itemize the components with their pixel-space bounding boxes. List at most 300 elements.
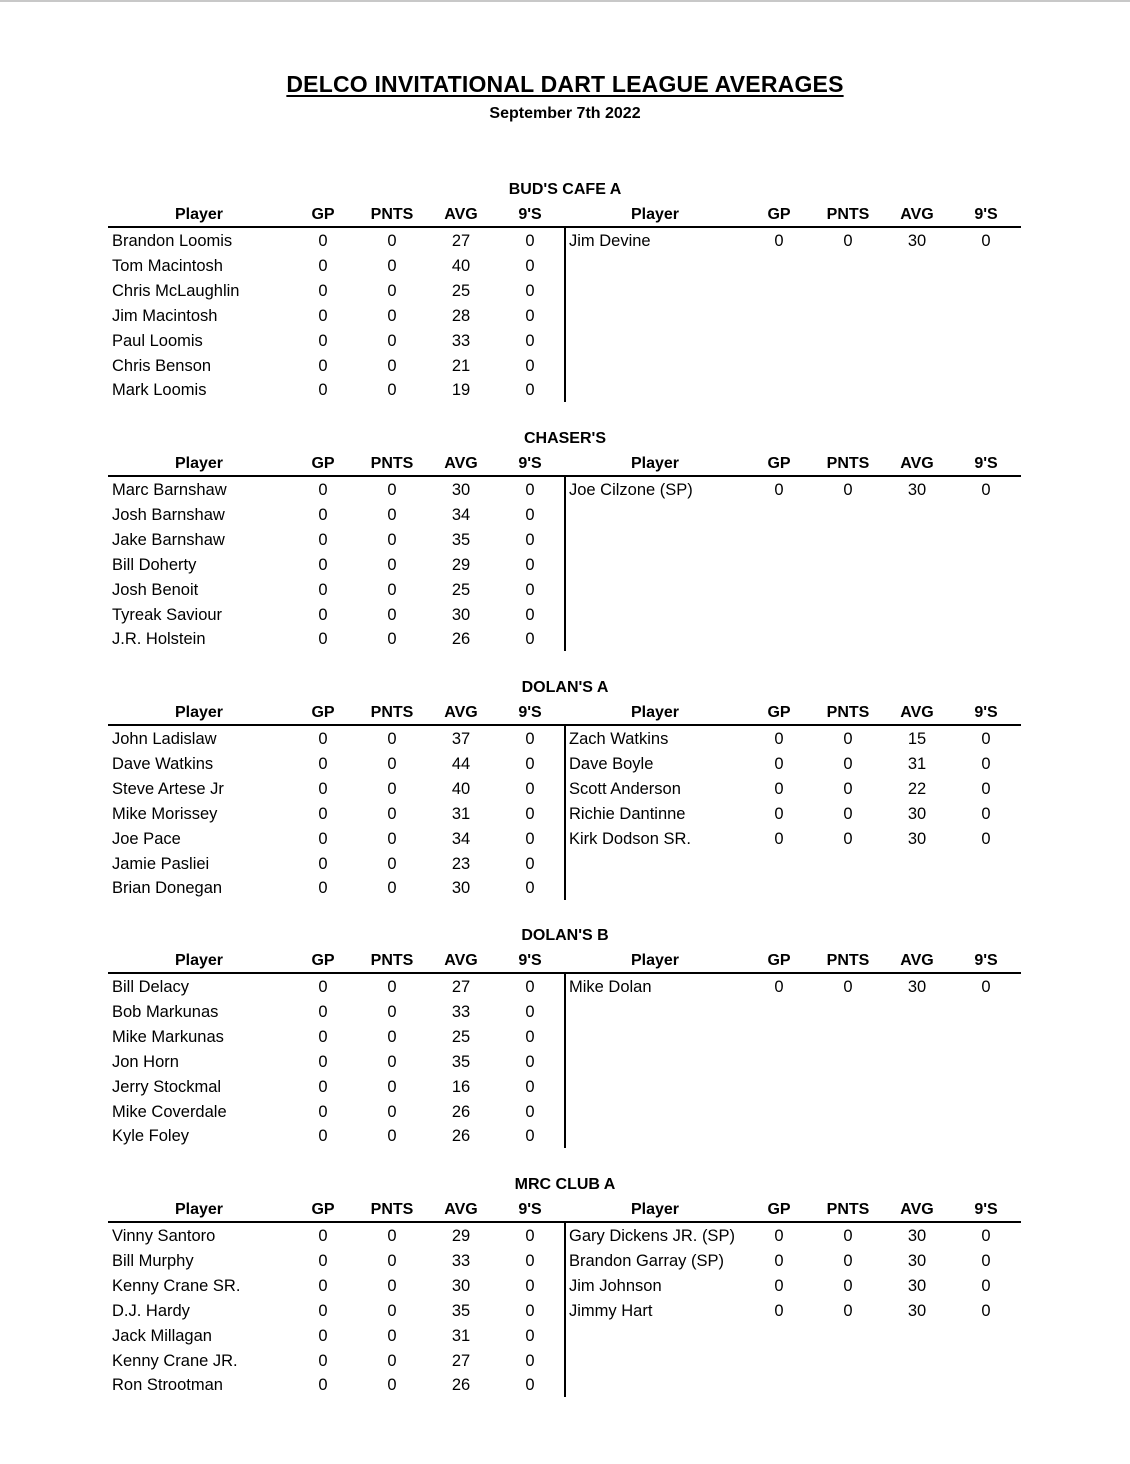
- player-row: [0, 1076, 1130, 1098]
- player-row: [0, 877, 1130, 899]
- stat-nines: 0: [525, 1002, 535, 1021]
- stat-gp: 0: [318, 754, 328, 773]
- header-pnts-right: PNTS: [826, 206, 870, 223]
- team-section: [0, 679, 1130, 928]
- stat-nines: 0: [525, 281, 535, 300]
- player-name: Steve Artese Jr: [112, 779, 224, 798]
- stat-nines: 0: [525, 1227, 535, 1245]
- stat-gp: 0: [318, 605, 328, 624]
- header-avg-left: AVG: [444, 455, 478, 472]
- player-row: [0, 1325, 1130, 1347]
- stat-gp: 0: [318, 1002, 328, 1021]
- player-row: [0, 1250, 1130, 1272]
- player-name: Brian Donegan: [112, 879, 223, 898]
- stat-nines: 0: [525, 580, 535, 599]
- stat-pnts: 0: [387, 356, 397, 375]
- player-row: [0, 976, 1130, 998]
- header-underline-right: [565, 1221, 1021, 1223]
- player-name: Brandon Garray (SP): [569, 1251, 724, 1270]
- header-pnts-left: PNTS: [370, 1201, 414, 1218]
- stat-avg: 16: [451, 1077, 471, 1096]
- header-nines-left: 9'S: [518, 952, 542, 969]
- stat-nines: 0: [981, 232, 991, 250]
- player-row: [0, 355, 1130, 377]
- stat-pnts: 0: [387, 1052, 397, 1071]
- stat-avg: 15: [907, 730, 927, 748]
- header-avg-left: AVG: [444, 1201, 478, 1218]
- stat-pnts: 0: [843, 1251, 853, 1270]
- stat-nines: 0: [525, 1102, 535, 1121]
- player-name: Kyle Foley: [112, 1127, 190, 1146]
- player-row: [0, 305, 1130, 327]
- stat-avg: 30: [907, 829, 927, 848]
- stat-avg: 22: [907, 779, 927, 798]
- stat-avg: 26: [451, 1127, 471, 1146]
- header-underline-left: [108, 475, 565, 477]
- stat-avg: 30: [451, 481, 471, 499]
- stat-pnts: 0: [387, 1077, 397, 1096]
- header-gp-left: GP: [311, 206, 335, 223]
- stat-nines: 0: [981, 804, 991, 823]
- header-gp-right: GP: [767, 1201, 791, 1218]
- header-avg-right: AVG: [900, 1201, 934, 1218]
- header-pnts-right: PNTS: [826, 1201, 870, 1218]
- player-row: [0, 280, 1130, 302]
- stat-gp: 0: [774, 1276, 784, 1295]
- stat-gp: 0: [318, 879, 328, 898]
- stat-gp: 0: [774, 481, 784, 499]
- header-nines-left: 9'S: [518, 1201, 542, 1218]
- stat-gp: 0: [318, 481, 328, 499]
- header-avg-left: AVG: [444, 952, 478, 969]
- stat-pnts: 0: [387, 1276, 397, 1295]
- player-name: Dave Watkins: [112, 754, 214, 773]
- stat-avg: 26: [451, 1102, 471, 1121]
- stat-avg: 31: [451, 1326, 471, 1345]
- player-name: Dave Boyle: [569, 754, 654, 773]
- player-row: [0, 230, 1130, 252]
- stat-avg: 30: [907, 232, 927, 250]
- stat-avg: 37: [451, 730, 471, 748]
- stat-pnts: 0: [387, 754, 397, 773]
- stat-gp: 0: [318, 555, 328, 574]
- stat-pnts: 0: [843, 779, 853, 798]
- stat-pnts: 0: [387, 505, 397, 524]
- stat-gp: 0: [774, 754, 784, 773]
- page-title: [0, 70, 1130, 98]
- player-name: Vinny Santoro: [112, 1227, 216, 1245]
- stat-pnts: 0: [843, 481, 853, 499]
- stat-gp: 0: [774, 978, 784, 996]
- player-row: [0, 1051, 1130, 1073]
- player-row: [0, 1225, 1130, 1247]
- stat-nines: 0: [525, 356, 535, 375]
- stat-avg: 31: [451, 804, 471, 823]
- stat-avg: 25: [451, 281, 471, 300]
- stat-nines: 0: [525, 381, 535, 400]
- player-name: Tyreak Saviour: [112, 605, 223, 624]
- player-name: Tom Macintosh: [112, 256, 223, 275]
- stat-gp: 0: [318, 730, 328, 748]
- player-name: Bill Doherty: [112, 555, 197, 574]
- stat-nines: 0: [981, 1276, 991, 1295]
- stat-pnts: 0: [843, 730, 853, 748]
- stat-pnts: 0: [387, 1102, 397, 1121]
- stat-avg: 35: [451, 1052, 471, 1071]
- header-player-right: Player: [630, 455, 680, 472]
- stat-avg: 30: [907, 1251, 927, 1270]
- header-nines-right: 9'S: [974, 1201, 998, 1218]
- stat-pnts: 0: [387, 829, 397, 848]
- player-name: Kenny Crane JR.: [112, 1351, 238, 1370]
- stat-gp: 0: [318, 1227, 328, 1245]
- stat-nines: 0: [525, 854, 535, 873]
- stat-pnts: 0: [387, 779, 397, 798]
- player-name: Marc Barnshaw: [112, 481, 227, 499]
- stat-gp: 0: [774, 232, 784, 250]
- stat-gp: 0: [318, 804, 328, 823]
- stat-pnts: 0: [843, 829, 853, 848]
- stat-nines: 0: [525, 1326, 535, 1345]
- header-gp-left: GP: [311, 952, 335, 969]
- header-nines-right: 9'S: [974, 952, 998, 969]
- stat-pnts: 0: [387, 580, 397, 599]
- header-player-left: Player: [174, 1201, 224, 1218]
- player-name: Bob Markunas: [112, 1002, 219, 1021]
- stat-avg: 30: [451, 1276, 471, 1295]
- stat-pnts: 0: [387, 1127, 397, 1146]
- stat-pnts: 0: [387, 481, 397, 499]
- header-underline-right: [565, 972, 1021, 974]
- stat-gp: 0: [774, 1227, 784, 1245]
- stat-pnts: 0: [843, 1301, 853, 1320]
- player-row: [0, 255, 1130, 277]
- stat-nines: 0: [981, 978, 991, 996]
- player-name: Jon Horn: [112, 1052, 179, 1071]
- stat-avg: 30: [907, 1227, 927, 1245]
- player-row: [0, 1300, 1130, 1322]
- player-name: Joe Cilzone (SP): [569, 481, 693, 499]
- player-row: [0, 1374, 1130, 1396]
- player-name: Jamie Pasliei: [112, 854, 210, 873]
- player-name: Chris Benson: [112, 356, 212, 375]
- stat-nines: 0: [981, 1227, 991, 1245]
- player-row: [0, 853, 1130, 875]
- stat-pnts: 0: [387, 381, 397, 400]
- stat-nines: 0: [981, 1301, 991, 1320]
- stat-nines: 0: [525, 256, 535, 275]
- stat-gp: 0: [318, 281, 328, 300]
- stat-pnts: 0: [843, 1227, 853, 1245]
- player-row: [0, 330, 1130, 352]
- stat-avg: 30: [907, 978, 927, 996]
- header-pnts-left: PNTS: [370, 704, 414, 721]
- player-row: [0, 1001, 1130, 1023]
- stat-pnts: 0: [843, 1276, 853, 1295]
- header-player-left: Player: [174, 704, 224, 721]
- stat-nines: 0: [525, 605, 535, 624]
- stat-pnts: 0: [843, 978, 853, 996]
- stat-avg: 35: [451, 1301, 471, 1320]
- stat-gp: 0: [774, 730, 784, 748]
- player-row: [0, 604, 1130, 626]
- player-name: Paul Loomis: [112, 331, 203, 350]
- header-pnts-right: PNTS: [826, 455, 870, 472]
- stat-avg: 30: [907, 481, 927, 499]
- player-name: Richie Dantinne: [569, 804, 686, 823]
- player-row: [0, 479, 1130, 501]
- stat-avg: 27: [451, 978, 471, 996]
- team-name: DOLAN'S A: [521, 679, 609, 696]
- stat-pnts: 0: [387, 232, 397, 250]
- stat-pnts: 0: [387, 804, 397, 823]
- player-name: Chris McLaughlin: [112, 281, 240, 300]
- player-name: Jimmy Hart: [569, 1301, 653, 1320]
- stat-gp: 0: [318, 381, 328, 400]
- player-name: Mike Coverdale: [112, 1102, 227, 1121]
- stat-gp: 0: [318, 356, 328, 375]
- header-pnts-right: PNTS: [826, 704, 870, 721]
- stat-avg: 34: [451, 829, 471, 848]
- stat-gp: 0: [318, 1326, 328, 1345]
- page-title-text: DELCO INVITATIONAL DART LEAGUE AVERAGES: [286, 71, 844, 97]
- stat-avg: 27: [451, 1351, 471, 1370]
- stat-gp: 0: [318, 978, 328, 996]
- player-row: [0, 529, 1130, 551]
- header-nines-right: 9'S: [974, 206, 998, 223]
- header-pnts-left: PNTS: [370, 455, 414, 472]
- header-underline-right: [565, 724, 1021, 726]
- player-name: Josh Benoit: [112, 580, 199, 599]
- stat-pnts: 0: [387, 854, 397, 873]
- stat-nines: 0: [981, 1251, 991, 1270]
- stat-pnts: 0: [843, 232, 853, 250]
- player-name: Kenny Crane SR.: [112, 1276, 241, 1295]
- team-name: MRC CLUB A: [514, 1176, 616, 1193]
- stat-avg: 40: [451, 256, 471, 275]
- header-pnts-right: PNTS: [826, 952, 870, 969]
- header-avg-right: AVG: [900, 704, 934, 721]
- header-player-left: Player: [174, 455, 224, 472]
- stat-gp: 0: [318, 1027, 328, 1046]
- header-gp-right: GP: [767, 704, 791, 721]
- player-name: Joe Pace: [112, 829, 181, 848]
- stat-avg: 26: [451, 1376, 471, 1395]
- stat-gp: 0: [318, 630, 328, 649]
- header-underline-left: [108, 972, 565, 974]
- stat-nines: 0: [981, 754, 991, 773]
- player-name: Jim Johnson: [569, 1276, 662, 1295]
- stat-pnts: 0: [387, 256, 397, 275]
- stat-nines: 0: [525, 829, 535, 848]
- header-player-right: Player: [630, 1201, 680, 1218]
- player-row: [0, 504, 1130, 526]
- header-player-right: Player: [630, 952, 680, 969]
- stat-nines: 0: [981, 730, 991, 748]
- stat-nines: 0: [525, 530, 535, 549]
- stat-gp: 0: [318, 530, 328, 549]
- player-name: Bill Delacy: [112, 978, 190, 996]
- player-row: [0, 379, 1130, 401]
- stat-gp: 0: [318, 1276, 328, 1295]
- header-nines-left: 9'S: [518, 455, 542, 472]
- stat-nines: 0: [525, 978, 535, 996]
- stat-pnts: 0: [387, 630, 397, 649]
- stat-nines: 0: [981, 481, 991, 499]
- header-underline-right: [565, 226, 1021, 228]
- stat-avg: 27: [451, 232, 471, 250]
- stat-gp: 0: [318, 331, 328, 350]
- stat-avg: 33: [451, 1002, 471, 1021]
- player-name: Ron Strootman: [112, 1376, 223, 1395]
- stat-gp: 0: [774, 1251, 784, 1270]
- stat-pnts: 0: [387, 1376, 397, 1395]
- stat-pnts: 0: [387, 1326, 397, 1345]
- stat-nines: 0: [525, 1077, 535, 1096]
- stat-pnts: 0: [387, 306, 397, 325]
- stat-avg: 25: [451, 580, 471, 599]
- top-border-line: [0, 0, 1130, 2]
- stat-pnts: 0: [387, 331, 397, 350]
- stat-gp: 0: [774, 804, 784, 823]
- player-name: Brandon Loomis: [112, 232, 233, 250]
- stat-pnts: 0: [387, 1251, 397, 1270]
- stat-gp: 0: [318, 1301, 328, 1320]
- stat-nines: 0: [525, 1027, 535, 1046]
- team-section: [0, 181, 1130, 430]
- stat-gp: 0: [318, 1127, 328, 1146]
- header-player-right: Player: [630, 704, 680, 721]
- stat-avg: 33: [451, 1251, 471, 1270]
- team-section: [0, 927, 1130, 1176]
- header-nines-left: 9'S: [518, 206, 542, 223]
- stat-pnts: 0: [387, 1351, 397, 1370]
- stat-nines: 0: [525, 1351, 535, 1370]
- stat-gp: 0: [318, 1351, 328, 1370]
- stat-pnts: 0: [387, 1027, 397, 1046]
- player-name: Jerry Stockmal: [112, 1077, 222, 1096]
- stat-avg: 26: [451, 630, 471, 649]
- player-row: [0, 803, 1130, 825]
- player-name: Bill Murphy: [112, 1251, 194, 1270]
- stat-pnts: 0: [843, 754, 853, 773]
- team-section: [0, 430, 1130, 679]
- header-underline-right: [565, 475, 1021, 477]
- player-row: [0, 554, 1130, 576]
- header-pnts-left: PNTS: [370, 952, 414, 969]
- stat-nines: 0: [525, 1052, 535, 1071]
- header-underline-left: [108, 226, 565, 228]
- stat-nines: 0: [525, 730, 535, 748]
- header-player-left: Player: [174, 206, 224, 223]
- stat-gp: 0: [318, 1251, 328, 1270]
- player-row: [0, 778, 1130, 800]
- header-pnts-left: PNTS: [370, 206, 414, 223]
- stat-avg: 23: [451, 854, 471, 873]
- stat-nines: 0: [525, 1301, 535, 1320]
- stat-avg: 35: [451, 530, 471, 549]
- stat-gp: 0: [318, 1102, 328, 1121]
- player-row: [0, 1026, 1130, 1048]
- stat-nines: 0: [525, 879, 535, 898]
- stat-pnts: 0: [843, 804, 853, 823]
- header-nines-left: 9'S: [518, 704, 542, 721]
- stat-avg: 33: [451, 331, 471, 350]
- stat-pnts: 0: [387, 555, 397, 574]
- stat-gp: 0: [318, 1376, 328, 1395]
- header-gp-right: GP: [767, 206, 791, 223]
- stat-pnts: 0: [387, 879, 397, 898]
- stat-gp: 0: [318, 505, 328, 524]
- player-name: J.R. Holstein: [112, 630, 206, 649]
- report-date: September 7th 2022: [489, 105, 641, 122]
- stat-pnts: 0: [387, 978, 397, 996]
- header-underline-left: [108, 724, 565, 726]
- stat-nines: 0: [525, 1276, 535, 1295]
- stat-nines: 0: [525, 754, 535, 773]
- stat-pnts: 0: [387, 1002, 397, 1021]
- stat-avg: 28: [451, 306, 471, 325]
- player-name: Jack Millagan: [112, 1326, 212, 1345]
- stat-gp: 0: [318, 1077, 328, 1096]
- stat-avg: 34: [451, 505, 471, 524]
- player-row: [0, 1275, 1130, 1297]
- header-nines-right: 9'S: [974, 455, 998, 472]
- player-name: Mike Morissey: [112, 804, 218, 823]
- stat-gp: 0: [318, 580, 328, 599]
- player-name: Mike Markunas: [112, 1027, 224, 1046]
- stat-avg: 30: [907, 1301, 927, 1320]
- player-name: Mark Loomis: [112, 381, 207, 400]
- stat-nines: 0: [525, 306, 535, 325]
- player-name: Scott Anderson: [569, 779, 681, 798]
- player-name: D.J. Hardy: [112, 1301, 190, 1320]
- stat-nines: 0: [525, 481, 535, 499]
- stat-gp: 0: [318, 854, 328, 873]
- stat-pnts: 0: [387, 605, 397, 624]
- stat-avg: 30: [451, 605, 471, 624]
- player-row: [0, 728, 1130, 750]
- stat-gp: 0: [774, 829, 784, 848]
- stat-avg: 30: [907, 1276, 927, 1295]
- stat-nines: 0: [525, 630, 535, 649]
- team-section: [0, 1176, 1130, 1425]
- player-name: Jim Devine: [569, 232, 651, 250]
- header-gp-left: GP: [311, 704, 335, 721]
- stat-avg: 29: [451, 555, 471, 574]
- stat-nines: 0: [525, 804, 535, 823]
- stat-nines: 0: [525, 779, 535, 798]
- stat-gp: 0: [318, 829, 328, 848]
- stat-avg: 31: [907, 754, 927, 773]
- stat-gp: 0: [318, 306, 328, 325]
- header-gp-left: GP: [311, 455, 335, 472]
- player-row: [0, 1125, 1130, 1147]
- stat-pnts: 0: [387, 281, 397, 300]
- header-player-left: Player: [174, 952, 224, 969]
- header-gp-right: GP: [767, 455, 791, 472]
- stat-gp: 0: [318, 1052, 328, 1071]
- header-avg-left: AVG: [444, 704, 478, 721]
- team-name: CHASER'S: [523, 430, 607, 447]
- header-gp-left: GP: [311, 1201, 335, 1218]
- stat-gp: 0: [774, 779, 784, 798]
- team-name: BUD'S CAFE A: [508, 181, 622, 198]
- header-player-right: Player: [630, 206, 680, 223]
- stat-avg: 21: [451, 356, 471, 375]
- stat-gp: 0: [774, 1301, 784, 1320]
- header-avg-right: AVG: [900, 206, 934, 223]
